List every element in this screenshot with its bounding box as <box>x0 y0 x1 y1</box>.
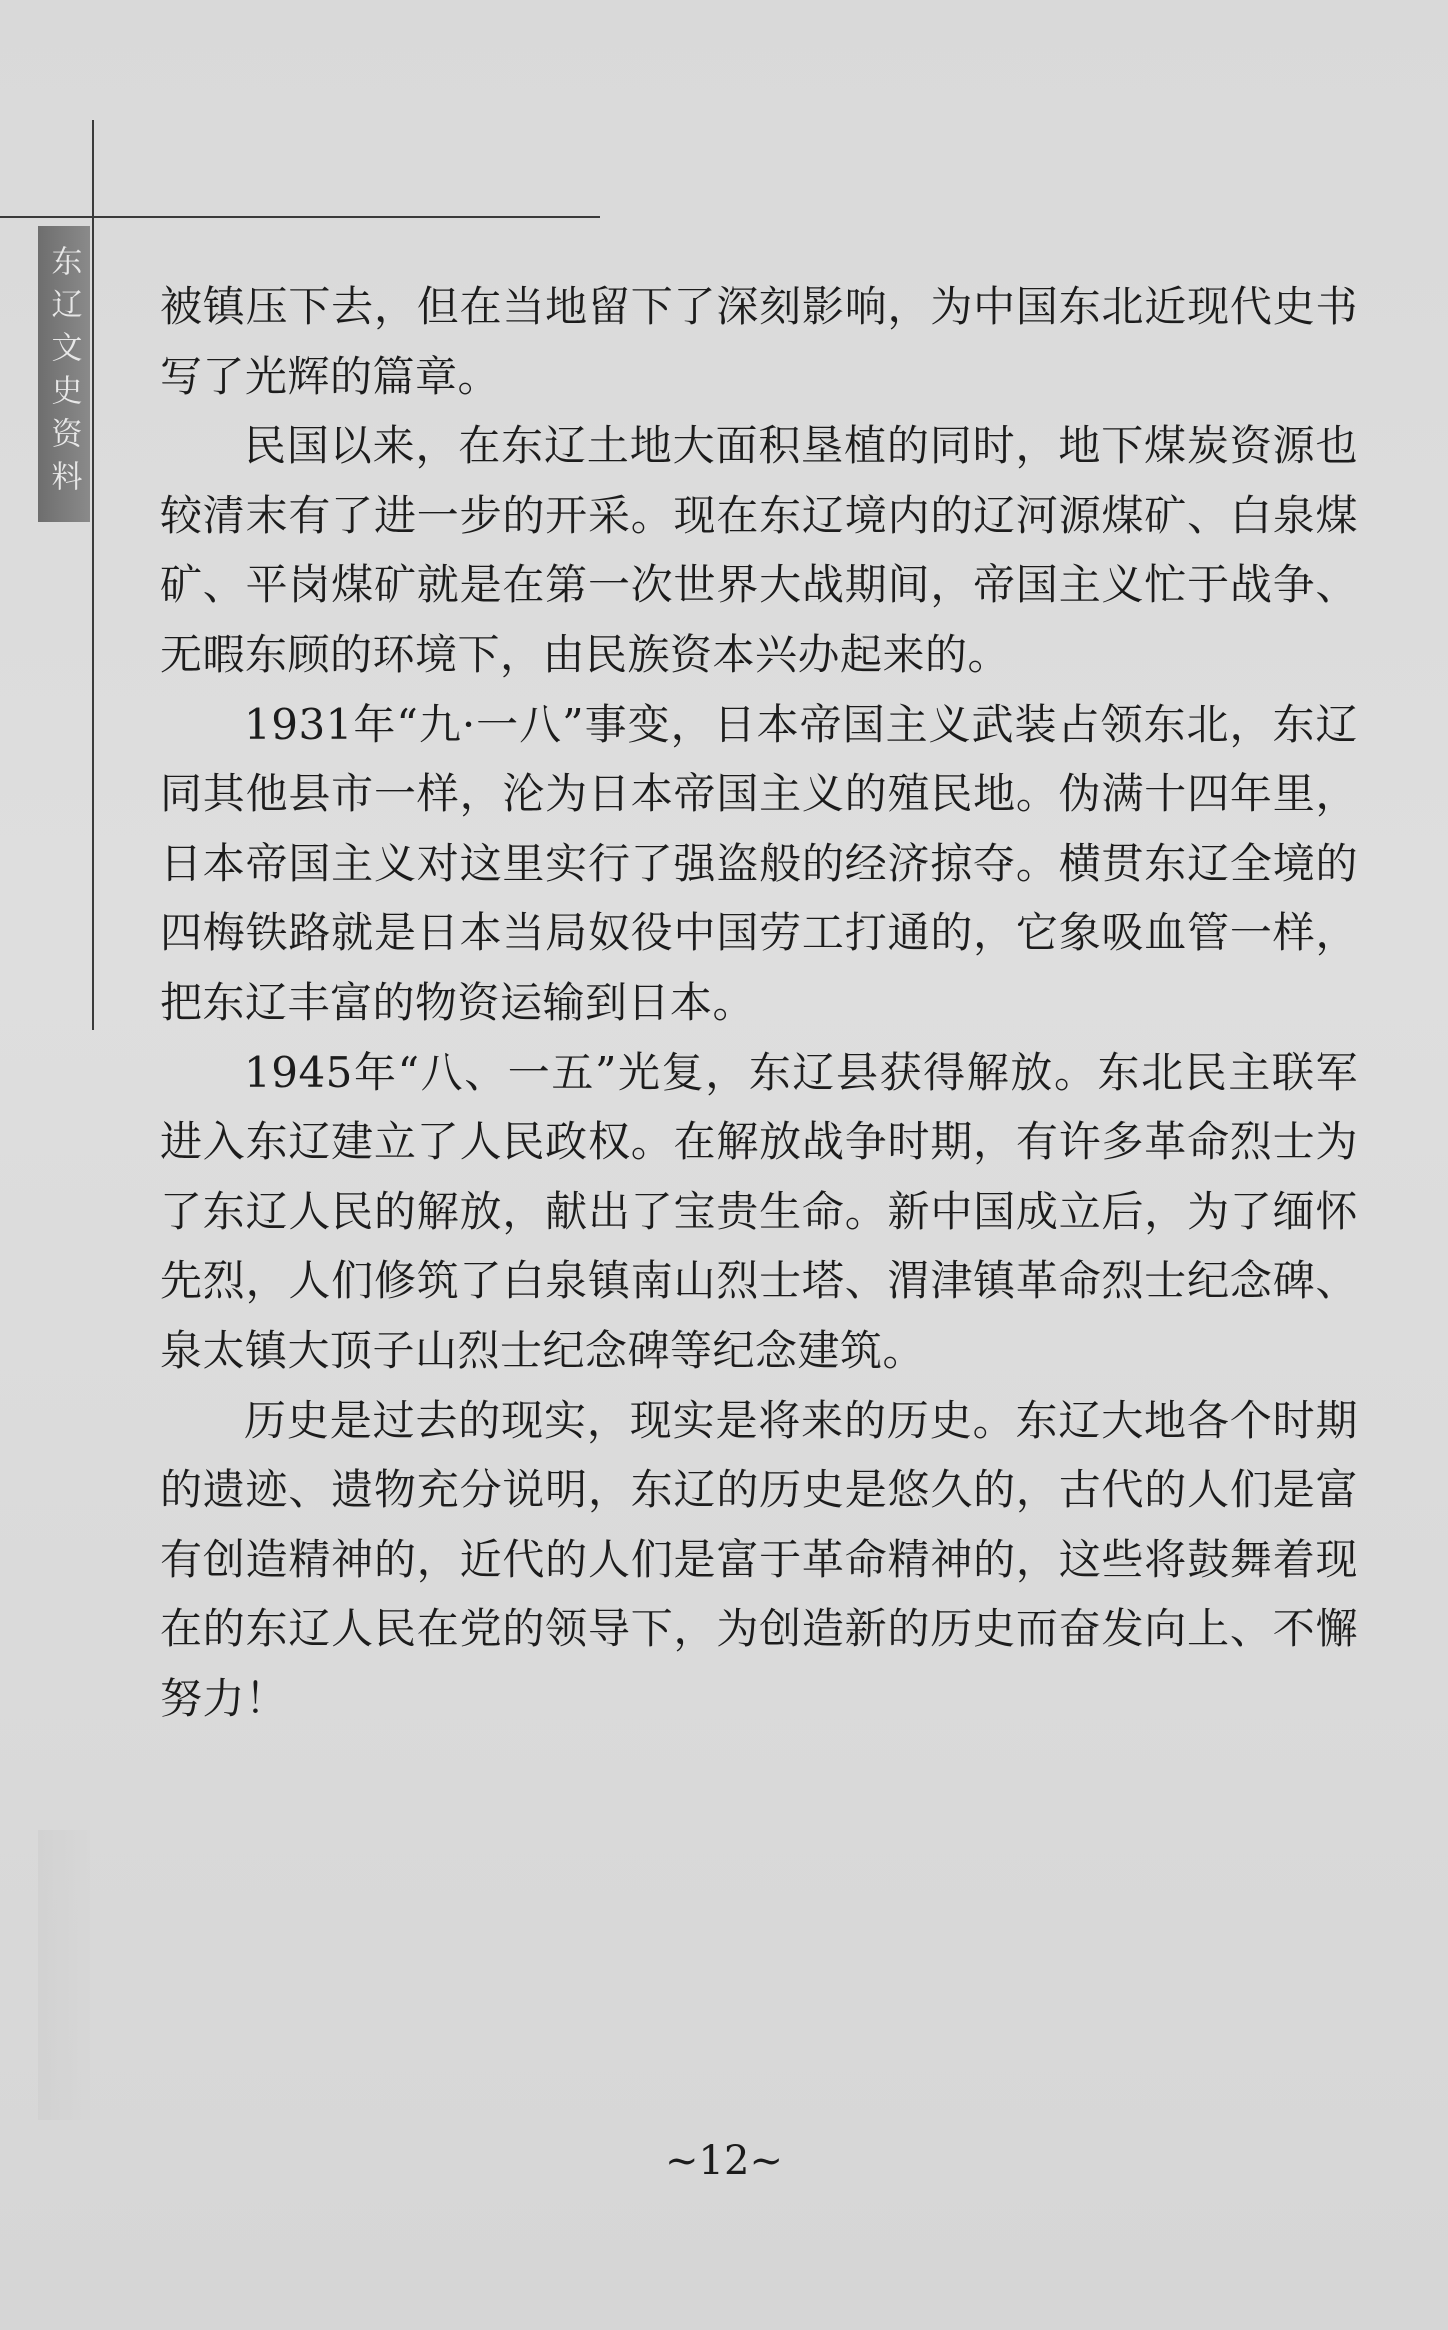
sidebar-tab-shadow <box>38 1830 90 2120</box>
page-number: ~12~ <box>665 2138 783 2184</box>
paragraph-4: 1945年“八、一五”光复，东辽县获得解放。东北民主联军进入东辽建立了人民政权。在解放战争时期，有许多革命烈士为了东辽人民的解放，献出了宝贵生命。新中国成立后，为了缅怀先烈，人们修筑了白泉镇南山烈士塔、渭津镇革命烈士纪念碑、泉太镇大顶子山烈士纪念碑等纪念建筑。 <box>160 1047 1358 1375</box>
paragraph-1: 被镇压下去，但在当地留下了深刻影响，为中国东北近现代史书写了光辉的篇章。 <box>160 282 1358 401</box>
sidebar-tab-label: 东辽文史资料 <box>45 245 82 503</box>
sidebar-tab <box>38 226 90 522</box>
paragraph-2: 民国以来，在东辽土地大面积垦植的同时，地下煤炭资源也较清末有了进一步的开采。现在东辽境内的辽河源煤矿、白泉煤矿、平岗煤矿就是在第一次世界大战期间，帝国主义忙于战争、无暇东顾的环境下，由民族资本兴办起来的。 <box>160 421 1358 679</box>
body-text <box>160 272 1358 1733</box>
margin-vertical-rule <box>92 120 94 1030</box>
header-horizontal-rule <box>0 216 600 218</box>
paragraph-5: 历史是过去的现实，现实是将来的历史。东辽大地各个时期的遗迹、遗物充分说明，东辽的历史是悠久的，古代的人们是富有创造精神的，近代的人们是富于革命精神的，这些将鼓舞着现在的东辽人民在党的领导下，为创造新的历史而奋发向上、不懈努力！ <box>160 1395 1358 1723</box>
paragraph-3: 1931年“九·一八”事变，日本帝国主义武装占领东北，东辽同其他县市一样，沦为日本帝国主义的殖民地。伪满十四年里，日本帝国主义对这里实行了强盗般的经济掠夺。横贯东辽全境的四梅铁路就是日本当局奴役中国劳工打通的，它象吸血管一样，把东辽丰富的物资运输到日本。 <box>160 699 1358 1027</box>
